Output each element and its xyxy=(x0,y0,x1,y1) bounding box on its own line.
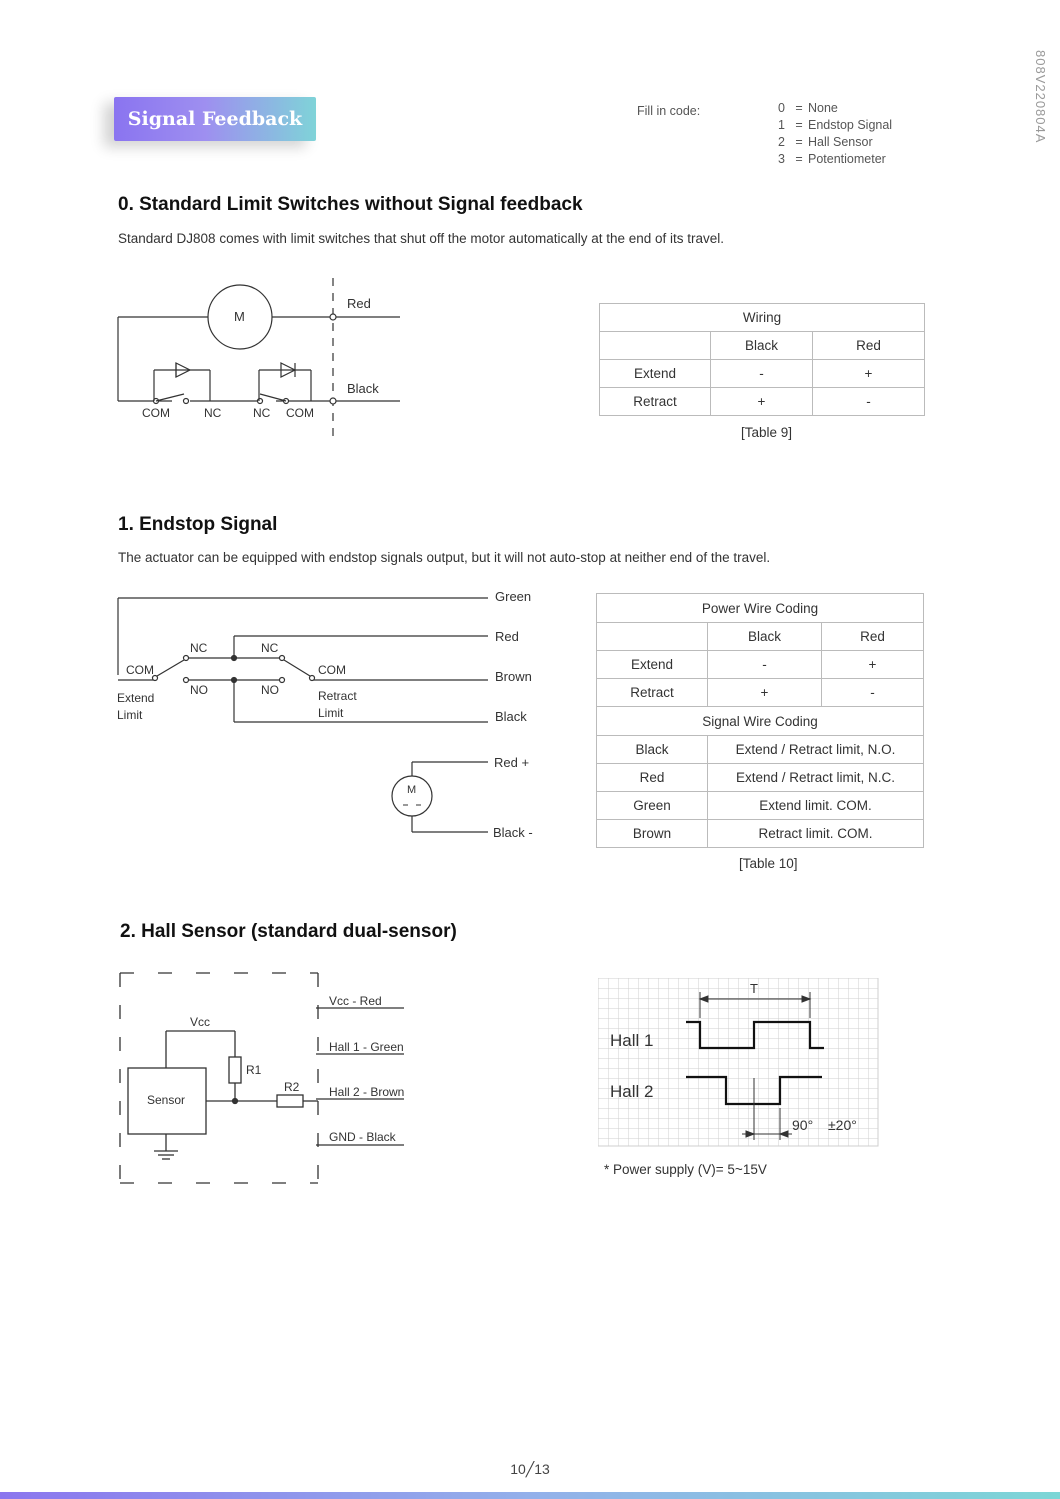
table-row: Extend - + xyxy=(597,651,924,679)
phase-label: 90° xyxy=(792,1117,814,1133)
retract-limit-label: Limit xyxy=(318,706,344,720)
fill-code-label: Fill in code: xyxy=(637,104,701,118)
nc-label: NC xyxy=(261,641,279,655)
table-row: Extend - + xyxy=(600,360,925,388)
hall2-label: Hall 2 xyxy=(610,1082,654,1101)
wire-label-gnd-black: GND - Black xyxy=(329,1130,396,1144)
code-row: 3 = Potentiometer xyxy=(778,152,886,166)
code-row: 1 = Endstop Signal xyxy=(778,118,893,132)
com-label: COM xyxy=(318,663,346,677)
endstop-diagram xyxy=(110,580,550,850)
com-label: COM xyxy=(286,406,314,420)
tolerance-label: ±20° xyxy=(828,1117,857,1133)
wire-label-brown: Brown xyxy=(495,669,532,684)
nc-label: NC xyxy=(204,406,222,420)
code-row: 0 = None xyxy=(778,101,838,115)
section-title-endstop: 1. Endstop Signal xyxy=(118,514,278,535)
table-row: Brown Retract limit. COM. xyxy=(597,820,924,848)
motor-label: M xyxy=(234,309,245,324)
section-badge: Signal Feedback xyxy=(114,97,316,141)
wiring-table-9: Wiring Black Red Extend - + Retract + - xyxy=(599,303,925,416)
period-label: T xyxy=(750,981,758,996)
wiring-table-10: Power Wire Coding Black Red Extend - + Retract + - Signal Wire Coding Black Extend / Retract limit, N.O. Red Extend / Retract limit, N.C. Green Extend limit. COM. Brown Retract limit. COM. xyxy=(596,593,924,848)
code-row: 2 = Hall Sensor xyxy=(778,135,873,149)
hall1-label: Hall 1 xyxy=(610,1031,654,1050)
wire-label-hall1-green: Hall 1 - Green xyxy=(329,1040,404,1054)
wire-label-black: Black xyxy=(347,381,379,396)
wire-label-black: Black xyxy=(495,709,527,724)
power-supply-note: * Power supply (V)= 5~15V xyxy=(604,1162,767,1177)
table-row: Retract + - xyxy=(600,388,925,416)
no-label: NO xyxy=(261,683,279,697)
table-row: Retract + - xyxy=(597,679,924,707)
hall-waveform xyxy=(598,978,880,1148)
wire-label-vcc-red: Vcc - Red xyxy=(329,994,382,1008)
com-label: COM xyxy=(142,406,170,420)
power-wire-header: Power Wire Coding xyxy=(597,594,924,623)
table-caption: [Table 10] xyxy=(739,856,798,871)
bottom-bar xyxy=(0,1492,1060,1499)
section-description: The actuator can be equipped with endstop signals output, but it will not auto-stop at neither end of the travel. xyxy=(118,550,771,565)
vcc-label: Vcc xyxy=(190,1015,211,1029)
wire-label-black-minus: Black - xyxy=(493,825,533,840)
wire-label-green: Green xyxy=(495,589,532,604)
com-label: COM xyxy=(126,663,154,677)
wire-label-red: Red xyxy=(347,296,371,311)
section-description: Standard DJ808 comes with limit switches that shut off the motor automatically at the end of its travel. xyxy=(118,231,725,246)
nc-label: NC xyxy=(190,641,208,655)
wire-label-red: Red xyxy=(495,629,519,644)
nc-label: NC xyxy=(253,406,271,420)
r2-label: R2 xyxy=(284,1080,300,1094)
limit-switch-diagram xyxy=(100,270,420,450)
table-header: Wiring xyxy=(600,304,925,332)
extend-limit-label: Limit xyxy=(117,708,143,722)
hall-sensor-circuit xyxy=(110,965,420,1190)
table-row: Red Extend / Retract limit, N.C. xyxy=(597,764,924,792)
table-row: Green Extend limit. COM. xyxy=(597,792,924,820)
table-row: Black Extend / Retract limit, N.O. xyxy=(597,736,924,764)
wire-label-red-plus: Red + xyxy=(494,755,530,770)
retract-limit-label: Retract xyxy=(318,689,357,703)
extend-limit-label: Extend xyxy=(117,691,155,705)
signal-wire-header: Signal Wire Coding xyxy=(597,707,924,736)
table-caption: [Table 9] xyxy=(741,425,793,440)
section-title-hall-sensor: 2. Hall Sensor (standard dual-sensor) xyxy=(120,921,457,942)
section-title-limit-switches: 0. Standard Limit Switches without Signal feedback xyxy=(118,194,583,215)
r1-label: R1 xyxy=(246,1063,262,1077)
wire-label-hall2-brown: Hall 2 - Brown xyxy=(329,1085,405,1099)
page-number: 10╱13 xyxy=(510,1461,550,1477)
document-id: 808V220804A xyxy=(1033,50,1048,144)
sensor-label: Sensor xyxy=(147,1093,186,1107)
motor-label: M xyxy=(407,784,417,796)
no-label: NO xyxy=(190,683,208,697)
